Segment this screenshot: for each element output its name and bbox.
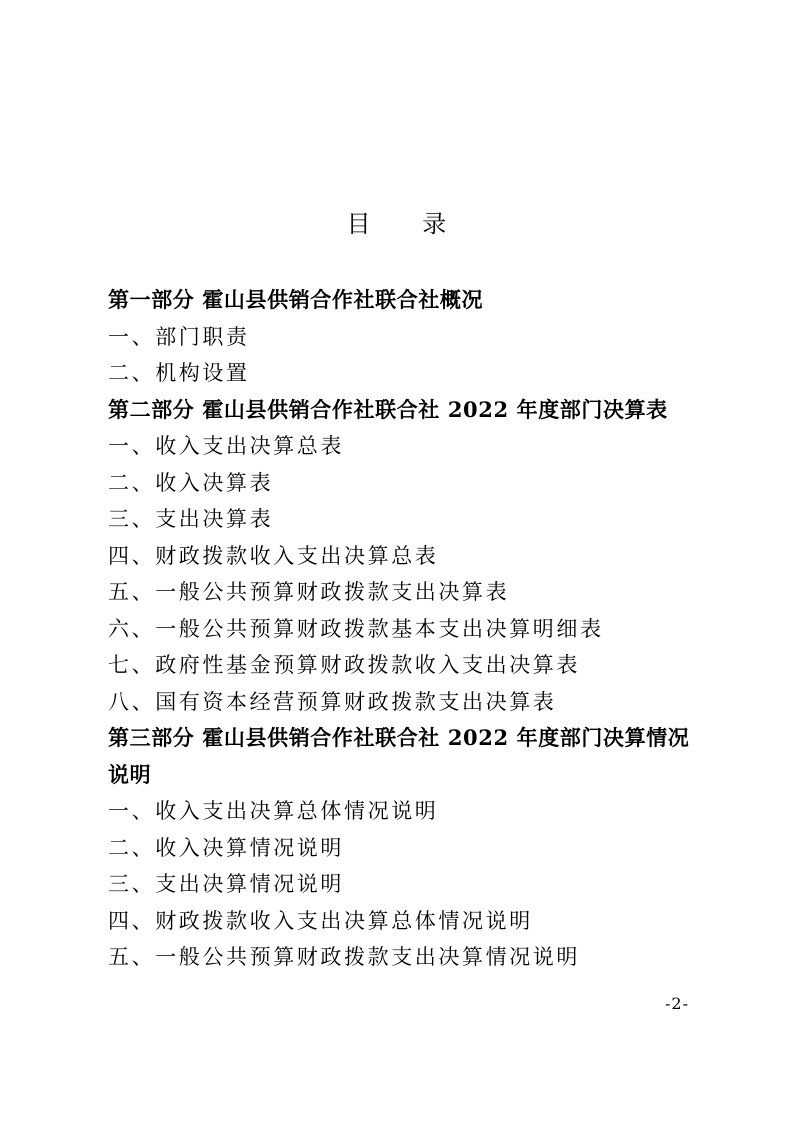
toc-item: 三、支出决算表 [108,507,274,531]
toc-item: 五、一般公共预算财政拨款支出决算情况说明 [108,945,580,969]
toc-item: 三、支出决算情况说明 [108,872,344,896]
toc-part-2: 第二部分 霍山县供销合作社联合社 2022 年度部门决算表 [108,396,668,422]
toc-item: 六、一般公共预算财政拨款基本支出决算明细表 [108,616,604,641]
page-number: -2- [665,994,689,1013]
toc-item: 四、财政拨款收入支出决算总体情况说明 [108,908,533,933]
toc-item: 五、一般公共预算财政拨款支出决算表 [108,580,510,604]
toc-item: 一、收入支出决算总表 [108,434,344,458]
toc-item: 八、国有资本经营预算财政拨款支出决算表 [108,689,557,714]
toc-part-3: 第三部分 霍山县供销合作社联合社 2022 年度部门决算情况说明 [108,725,690,787]
table-of-contents [108,282,708,976]
toc-item: 一、收入支出决算总体情况说明 [108,799,439,823]
toc-item: 二、机构设置 [108,361,250,385]
toc-item: 二、收入决算表 [108,470,274,495]
toc-item: 四、财政拨款收入支出决算总表 [108,543,439,568]
toc-part-1: 第一部分 霍山县供销合作社联合社概况 [108,287,484,312]
page-title: 目 录 [346,210,469,238]
toc-item: 二、收入决算情况说明 [108,835,344,860]
toc-item: 一、部门职责 [108,324,250,349]
toc-item: 七、政府性基金预算财政拨款收入支出决算表 [108,653,580,677]
